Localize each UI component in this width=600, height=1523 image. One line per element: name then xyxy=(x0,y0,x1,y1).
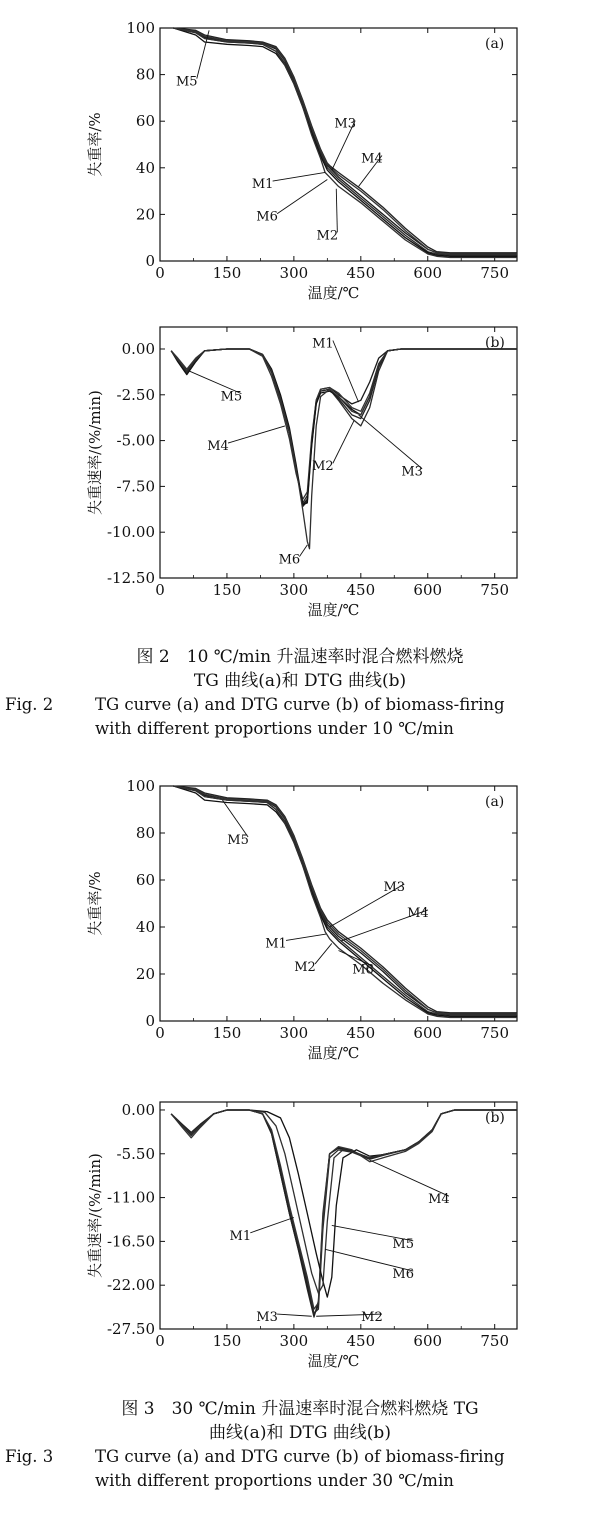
x-tick-label: 0 xyxy=(155,1332,165,1350)
callout-leader xyxy=(250,1217,294,1232)
callout-label-m4: M4 xyxy=(407,905,429,921)
callout-label-m1: M1 xyxy=(251,177,274,193)
callout-label-m4: M4 xyxy=(361,151,383,167)
callout-leader xyxy=(359,415,423,469)
figure-3-caption xyxy=(0,1397,600,1493)
callout-label-m6: M6 xyxy=(392,1267,415,1283)
x-tick-label: 300 xyxy=(279,264,309,282)
series-line-m5 xyxy=(171,349,517,505)
y-tick-label: 20 xyxy=(135,965,155,983)
caption-en-line-2: with different proportions under 30 ℃/min xyxy=(95,1471,454,1490)
panel-label: (a) xyxy=(485,36,505,52)
plot-frame xyxy=(160,786,517,1021)
y-tick-label: 0 xyxy=(145,1012,155,1030)
caption-en-line-1: TG curve (a) and DTG curve (b) of biomass-firing xyxy=(95,695,505,714)
series-line-m6 xyxy=(173,786,517,1018)
x-tick-label: 0 xyxy=(155,1024,165,1042)
callout-leader xyxy=(336,189,337,233)
callout-leader xyxy=(277,1314,312,1316)
series-line-m3 xyxy=(173,786,517,1013)
x-tick-label: 600 xyxy=(413,1332,443,1350)
y-axis-label: 失重率/% xyxy=(86,112,104,177)
series-line-m4 xyxy=(173,786,517,1014)
callout-leader xyxy=(370,1160,449,1196)
series-line-m4 xyxy=(171,349,517,499)
y-tick-label: 60 xyxy=(135,112,155,131)
x-tick-label: 300 xyxy=(279,581,309,599)
callout-label-m5: M5 xyxy=(392,1236,415,1252)
callout-label-m4: M4 xyxy=(207,439,229,455)
x-tick-label: 750 xyxy=(480,581,510,599)
callout-label-m6: M6 xyxy=(278,552,301,568)
caption-en-line-1: TG curve (a) and DTG curve (b) of biomass-firing xyxy=(95,1447,505,1466)
y-tick-label: 0 xyxy=(145,252,155,270)
y-tick-label: -27.50 xyxy=(106,1320,155,1338)
caption-en-label: Fig. 2 xyxy=(5,695,54,714)
panel-label: (b) xyxy=(485,335,505,351)
x-tick-label: 750 xyxy=(480,264,510,282)
x-tick-label: 450 xyxy=(346,1024,376,1042)
series-line-m2 xyxy=(171,349,517,503)
series-line-m3 xyxy=(171,349,517,507)
series-line-m1 xyxy=(171,349,517,505)
y-tick-label: 40 xyxy=(135,918,155,936)
x-tick-label: 300 xyxy=(279,1024,309,1042)
callout-leader xyxy=(273,172,325,181)
series-line-m4 xyxy=(171,1110,517,1309)
callout-label-m6: M6 xyxy=(256,209,278,225)
series-line-m3 xyxy=(173,28,517,253)
x-tick-label: 750 xyxy=(480,1332,510,1350)
x-tick-label: 750 xyxy=(480,1024,510,1042)
y-tick-label: -11.00 xyxy=(106,1188,155,1207)
series-line-m2 xyxy=(171,1110,517,1313)
callout-label-m3: M3 xyxy=(383,880,406,896)
x-tick-label: 0 xyxy=(155,581,165,599)
plot-frame xyxy=(160,1102,517,1329)
x-axis-label: 温度/℃ xyxy=(307,284,360,302)
caption-cn-line-2: TG 曲线(a)和 DTG 曲线(b) xyxy=(193,671,407,691)
x-axis-label: 温度/℃ xyxy=(307,1352,360,1370)
callout-label-m3: M3 xyxy=(256,1310,278,1326)
callout-leader xyxy=(222,800,248,837)
callout-label-m1: M1 xyxy=(312,336,334,352)
y-tick-label: 80 xyxy=(135,65,155,84)
callout-label-m3: M3 xyxy=(334,116,356,132)
x-axis-label: 温度/℃ xyxy=(307,601,360,619)
callout-label-m2: M2 xyxy=(361,1310,383,1326)
y-axis-label: 失重速率/(%/min) xyxy=(86,390,104,515)
callout-label-m1: M1 xyxy=(229,1228,252,1244)
dtg-chart-10-k-per-min xyxy=(86,327,517,619)
callout-label-m5: M5 xyxy=(220,389,243,405)
callout-label-m5: M5 xyxy=(227,833,249,849)
caption-en-label: Fig. 3 xyxy=(5,1447,54,1466)
panel-label: (a) xyxy=(485,794,505,810)
series-line-m5 xyxy=(173,786,517,1016)
y-tick-label: -5.00 xyxy=(116,431,155,450)
callout-label-m1: M1 xyxy=(265,936,287,952)
callout-label-m2: M2 xyxy=(316,228,339,244)
dtg-chart-30-k-per-min xyxy=(86,1101,517,1370)
y-axis-label: 失重速率/(%/min) xyxy=(86,1153,104,1278)
x-tick-label: 150 xyxy=(212,264,242,282)
callout-label-m3: M3 xyxy=(401,464,423,480)
callout-leader xyxy=(299,545,307,557)
callout-label-m2: M2 xyxy=(294,959,316,975)
x-tick-label: 600 xyxy=(413,581,443,599)
callout-leader xyxy=(228,426,285,443)
y-axis-label: 失重率/% xyxy=(86,871,104,936)
y-tick-label: -10.00 xyxy=(106,523,155,542)
y-tick-label: -22.00 xyxy=(106,1276,155,1295)
y-tick-label: 60 xyxy=(135,871,155,889)
caption-cn-line-1: 图 3 30 ℃/min 升温速率时混合燃料燃烧 TG xyxy=(121,1399,479,1419)
y-tick-label: 40 xyxy=(135,158,155,177)
x-tick-label: 450 xyxy=(346,264,376,282)
series-line-m1 xyxy=(171,1110,517,1316)
series-line-m6 xyxy=(171,1110,517,1293)
y-tick-label: 80 xyxy=(135,824,155,842)
callout-label-m4: M4 xyxy=(428,1192,450,1208)
callout-leader xyxy=(277,179,327,213)
figure-2-caption xyxy=(0,645,600,741)
y-tick-label: -2.50 xyxy=(116,385,155,404)
x-tick-label: 150 xyxy=(212,1332,242,1350)
y-tick-label: -7.50 xyxy=(116,477,155,496)
caption-en-line-2: with different proportions under 10 ℃/min xyxy=(95,719,454,738)
x-tick-label: 450 xyxy=(346,1332,376,1350)
x-tick-label: 0 xyxy=(155,264,165,282)
series-line-m5 xyxy=(171,1110,517,1297)
y-tick-label: -16.50 xyxy=(106,1232,155,1251)
plot-frame xyxy=(160,28,517,261)
caption-cn-line-1: 图 2 10 ℃/min 升温速率时混合燃料燃烧 xyxy=(136,647,464,667)
panel-label: (b) xyxy=(485,1110,505,1126)
tg-chart-10-k-per-min xyxy=(86,19,517,302)
y-tick-label: -5.50 xyxy=(116,1144,155,1163)
y-tick-label: 100 xyxy=(126,777,155,795)
x-tick-label: 600 xyxy=(413,264,443,282)
x-tick-label: 600 xyxy=(413,1024,443,1042)
y-tick-label: 0.00 xyxy=(121,1100,155,1119)
series-line-m3 xyxy=(171,1110,517,1317)
y-tick-label: -12.50 xyxy=(106,569,155,587)
x-axis-label: 温度/℃ xyxy=(307,1044,360,1062)
callout-leader xyxy=(286,934,326,940)
x-tick-label: 450 xyxy=(346,581,376,599)
caption-cn-line-2: 曲线(a)和 DTG 曲线(b) xyxy=(209,1423,391,1443)
callout-label-m5: M5 xyxy=(175,74,198,90)
y-tick-label: 20 xyxy=(135,205,155,224)
series-line-m2 xyxy=(173,786,517,1015)
tg-chart-30-k-per-min xyxy=(86,777,517,1062)
callout-leader xyxy=(333,420,354,463)
callout-label-m2: M2 xyxy=(312,459,334,475)
x-tick-label: 150 xyxy=(212,581,242,599)
series-line-m1 xyxy=(173,786,517,1014)
y-tick-label: 0.00 xyxy=(121,339,155,358)
x-tick-label: 300 xyxy=(279,1332,309,1350)
callout-leader xyxy=(315,943,332,964)
callout-label-m6: M6 xyxy=(352,962,374,978)
y-tick-label: 100 xyxy=(126,19,155,37)
x-tick-label: 150 xyxy=(212,1024,242,1042)
